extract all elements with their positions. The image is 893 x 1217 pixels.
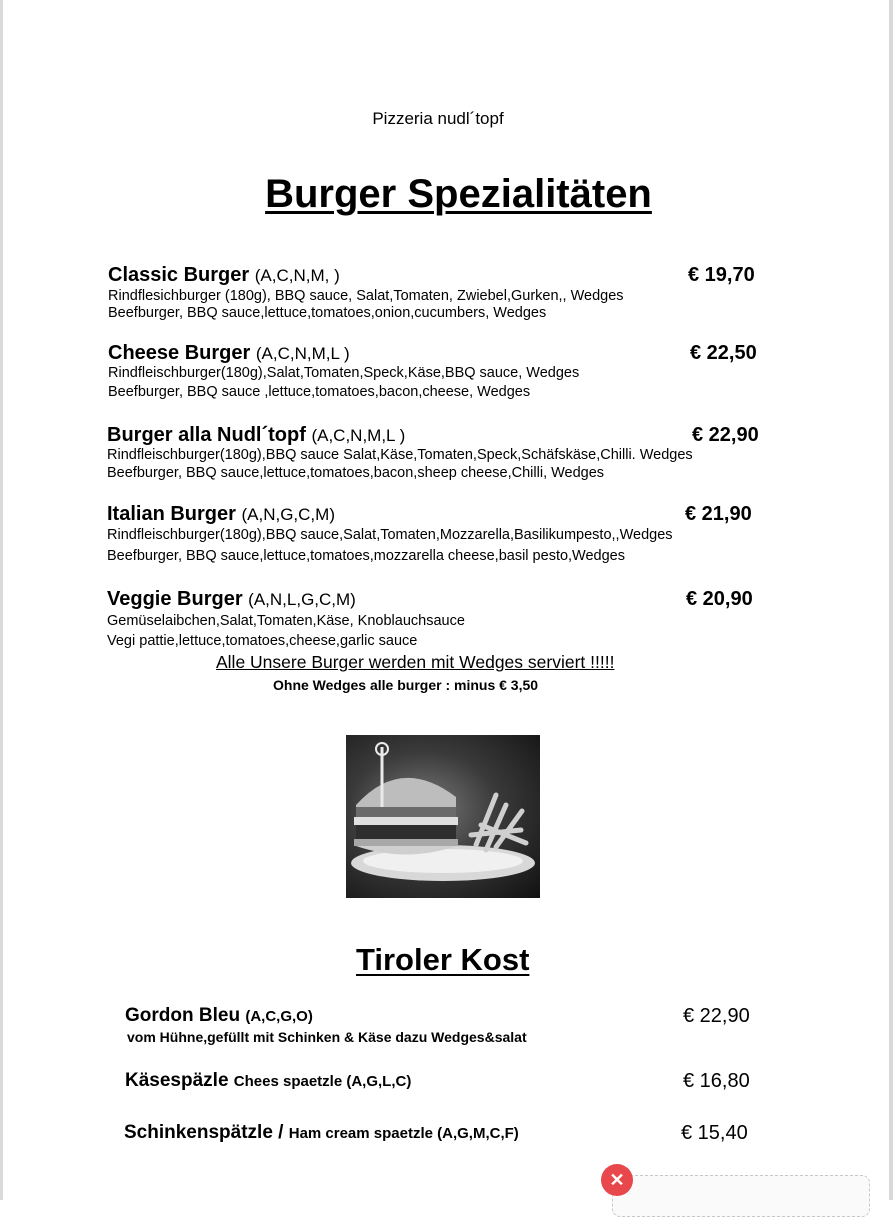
menu-item-description-en: Beefburger, BBQ sauce ,lettuce,tomatoes,bacon,cheese, Wedges [108, 384, 531, 400]
section-title-tirol [356, 942, 529, 978]
menu-item-name [108, 342, 350, 365]
menu-item-description-en: Beefburger, BBQ sauce,lettuce,tomatoes,onion,cucumbers, Wedges [108, 305, 547, 321]
allergen-codes: Chees spaetzle (A,G,L,C) [233, 1073, 412, 1090]
menu-item-name [124, 1122, 519, 1144]
close-icon[interactable]: ✕ [601, 1164, 633, 1196]
menu-item-description-de: Gemüselaibchen,Salat,Tomaten,Käse, Knoblauchsauce [107, 613, 465, 629]
menu-item-name [107, 424, 405, 447]
menu-item-price: € 21,90 [685, 503, 752, 525]
menu-item-price: € 22,90 [683, 1005, 750, 1027]
allergen-codes: (A,N,G,C,M) [241, 505, 335, 524]
item-name-text: Classic Burger [108, 264, 250, 286]
menu-item-price: € 22,50 [690, 342, 757, 364]
menu-item-name [107, 588, 356, 611]
item-name-text: Schinkenspätzle / [124, 1122, 284, 1143]
allergen-codes: (A,N,L,G,C,M) [248, 590, 356, 609]
item-name-text: Burger alla Nudl´topf [107, 424, 306, 446]
menu-item-price: € 20,90 [686, 588, 753, 610]
allergen-codes: (A,C,N,M, ) [254, 266, 340, 285]
allergen-codes: (A,C,N,M,L ) [311, 426, 406, 445]
menu-item-name [107, 503, 335, 526]
menu-item-description-en: Beefburger, BBQ sauce,lettuce,tomatoes,mozzarella cheese,basil pesto,Wedges [107, 548, 625, 564]
menu-item-price: € 16,80 [683, 1070, 750, 1092]
allergen-codes: Ham cream spaetzle (A,G,M,C,F) [288, 1125, 519, 1142]
menu-item-description-de: Rindflesichburger (180g), BBQ sauce, Salat,Tomaten, Zwiebel,Gurken,, Wedges [108, 288, 624, 304]
item-name-text: Käsespäzle [125, 1070, 229, 1091]
wedges-note: Alle Unsere Burger werden mit Wedges serviert !!!!! [216, 652, 615, 672]
menu-item-description-de: Rindfleischburger(180g),BBQ sauce,Salat,Tomaten,Mozzarella,Basilikumpesto,,Wedges [107, 527, 673, 543]
menu-item-price: € 19,70 [688, 264, 755, 286]
section-title-text: Tiroler Kost [356, 942, 530, 977]
section-title-text: Burger Spezialitäten [265, 172, 652, 216]
item-name-text: Italian Burger [107, 503, 236, 525]
without-wedges-note: Ohne Wedges alle burger : minus € 3,50 [273, 677, 539, 693]
menu-item-price: € 22,90 [692, 424, 759, 446]
menu-item-name [125, 1070, 411, 1092]
burger-with-fries-icon [346, 735, 540, 898]
item-name-text: Gordon Bleu [125, 1005, 241, 1026]
section-title-burger [0, 172, 893, 217]
menu-item-description-de: Rindfleischburger(180g),Salat,Tomaten,Speck,Käse,BBQ sauce, Wedges [108, 365, 580, 381]
restaurant-name: Pizzeria nudl´topf [372, 109, 504, 128]
overlay-panel[interactable] [612, 1175, 870, 1217]
menu-item-description-en: Beefburger, BBQ sauce,lettuce,tomatoes,bacon,sheep cheese,Chilli, Wedges [107, 465, 605, 481]
menu-item-name [125, 1005, 313, 1027]
allergen-codes: (A,C,N,M,L ) [255, 344, 350, 363]
menu-item-description: vom Hühne,gefüllt mit Schinken & Käse dazu Wedges&salat [127, 1029, 527, 1045]
menu-item-description-en: Vegi pattie,lettuce,tomatoes,cheese,garlic sauce [107, 633, 418, 649]
menu-item-price: € 15,40 [681, 1122, 748, 1144]
burger-photo [346, 735, 540, 898]
menu-item-description-de: Rindfleischburger(180g),BBQ sauce Salat,Käse,Tomaten,Speck,Schäfskäse,Chilli. Wedges [107, 447, 693, 463]
item-name-text: Cheese Burger [108, 342, 251, 364]
item-name-text: Veggie Burger [107, 588, 243, 610]
allergen-codes: (A,C,G,O) [245, 1008, 313, 1025]
menu-item-name [108, 264, 340, 287]
